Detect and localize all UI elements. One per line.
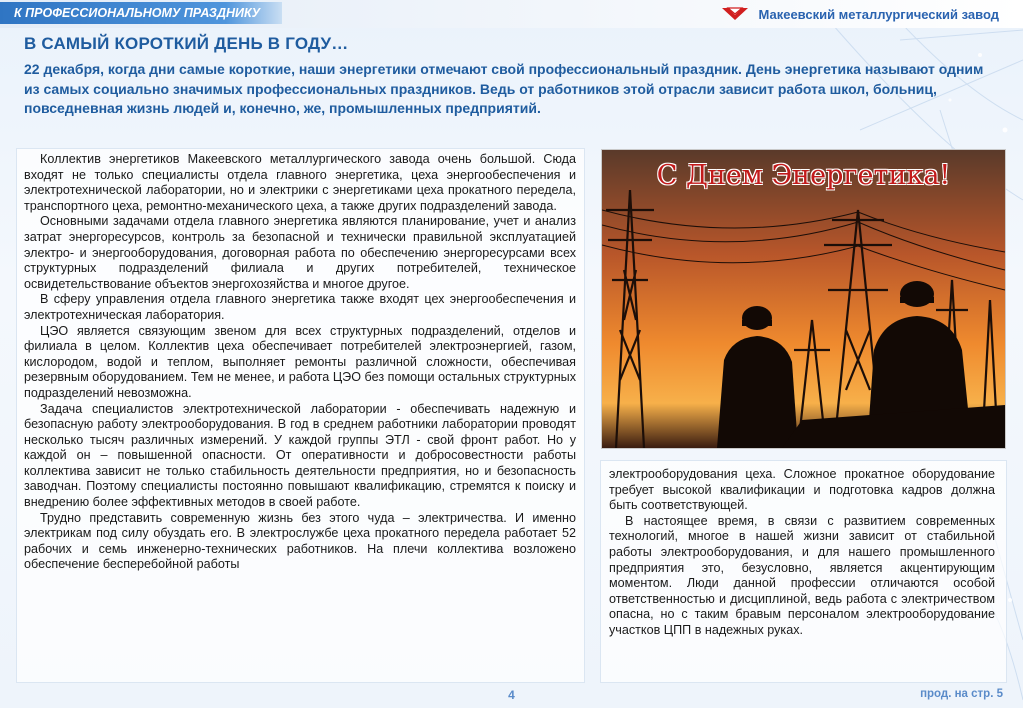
section-rubric: К ПРОФЕССИОНАЛЬНОМУ ПРАЗДНИКУ — [0, 2, 282, 24]
right-column — [609, 467, 995, 639]
power-lines-photo — [602, 150, 1005, 448]
paragraph: Основными задачами отдела главного энергетика являются планирование, учет и анализ затрат энергоресурсов, контроль за безопасной и технически правильной эксплуатацией электро- и энергооборудования, договорная работа по обеспечению энергоресурсами всех структурных подразделений филиала и других потребителей, техническое освидетельствование объектов энергохозяйства и многое другое. — [24, 214, 576, 291]
paragraph: В настоящее время, в связи с развитием современных технологий, многое в нашей жизни зависит от стабильной работы электрооборудования, и для нашего промышленного предприятия это, безусловно, является акцентирующим моментом. Люди данной профессии отличаются особой ответственностью и дисциплиной, ведь работа с электричеством опасна, но с таким бравым персоналом электрооборудование участков ЦПП в надежных руках. — [609, 513, 995, 637]
page-number: 4 — [508, 688, 515, 702]
paragraph: ЦЭО является связующим звеном для всех структурных подразделений, отделов и филиала в целом. Коллектив цеха обеспечивает потребителей электроэнергией, газом, кислородом, водой и теплом, выполняет ремонты различной сложности, обеспечивая резервным оборудованием. Тем не менее, и работа ЦЭО без помощи остальных структурных подразделений невозможна. — [24, 323, 576, 400]
top-bar — [0, 0, 1023, 28]
paragraph: Задача специалистов электротехнической лаборатории - обеспечивать надежную и безопасную работу электрооборудования. В год в среднем работники лаборатории проводят несколько тысяч различных измерений. У каждой группы ЭТЛ - свой фронт работ. Но у каждой он – повышенной опасности. От оперативности и добросовестности работы коллектива зависит не только стабильность деятельности предприятия, но и безопасность заводчан. Поэтому специалисты постоянно повышают квалификацию, стремятся к поиску и внедрению более эффективных методов в своей работе. — [24, 401, 576, 510]
paragraph: Коллектив энергетиков Макеевского металлургического завода очень большой. Сюда входят не только специалисты отдела главного энергетика, цеха энергообеспечения и электротехнической лаборатории, но и электрики с энергетиками цеха прокатного передела, транспортного цеха, ремонтно-механического цеха, а также других подразделений завода. — [24, 152, 576, 213]
paragraph: Трудно представить современную жизнь без этого чуда – электричества. И именно электрикам под силу обуздать его. В электрослужбе цеха прокатного передела работает 52 рабочих и семь инженерно-технических работников. На плечи коллектива возложено обеспечение бесперебойной работы — [24, 510, 576, 572]
photo-caption: С Днем Энергетика! — [656, 160, 951, 191]
company-logo-icon — [720, 5, 750, 23]
article-lead: 22 декабря, когда дни самые короткие, наши энергетики отмечают свой профессиональный праздник. День энергетика называют одним из самых социально значимых профессиональных праздников. Ведь от работников этой отрасли зависит работа школ, больниц, повседневная жизнь людей и, конечно, же, промышленных предприятий. — [24, 61, 984, 116]
left-column — [24, 152, 576, 573]
company-brand — [720, 4, 999, 24]
article-title: В САМЫЙ КОРОТКИЙ ДЕНЬ В ГОДУ… — [24, 34, 349, 53]
continuation-link[interactable]: прод. на стр. 5 — [920, 688, 1003, 700]
paragraph: В сферу управления отдела главного энергетика также входят цех энергообеспечения и электротехническая лаборатория. — [24, 292, 576, 322]
paragraph: электрооборудования цеха. Сложное прокатное оборудование требует высокой квалификации и подготовка кадров должна быть соответствующей. — [609, 467, 995, 513]
company-name: Макеевский металлургический завод — [758, 6, 999, 22]
article-photo — [601, 149, 1006, 449]
